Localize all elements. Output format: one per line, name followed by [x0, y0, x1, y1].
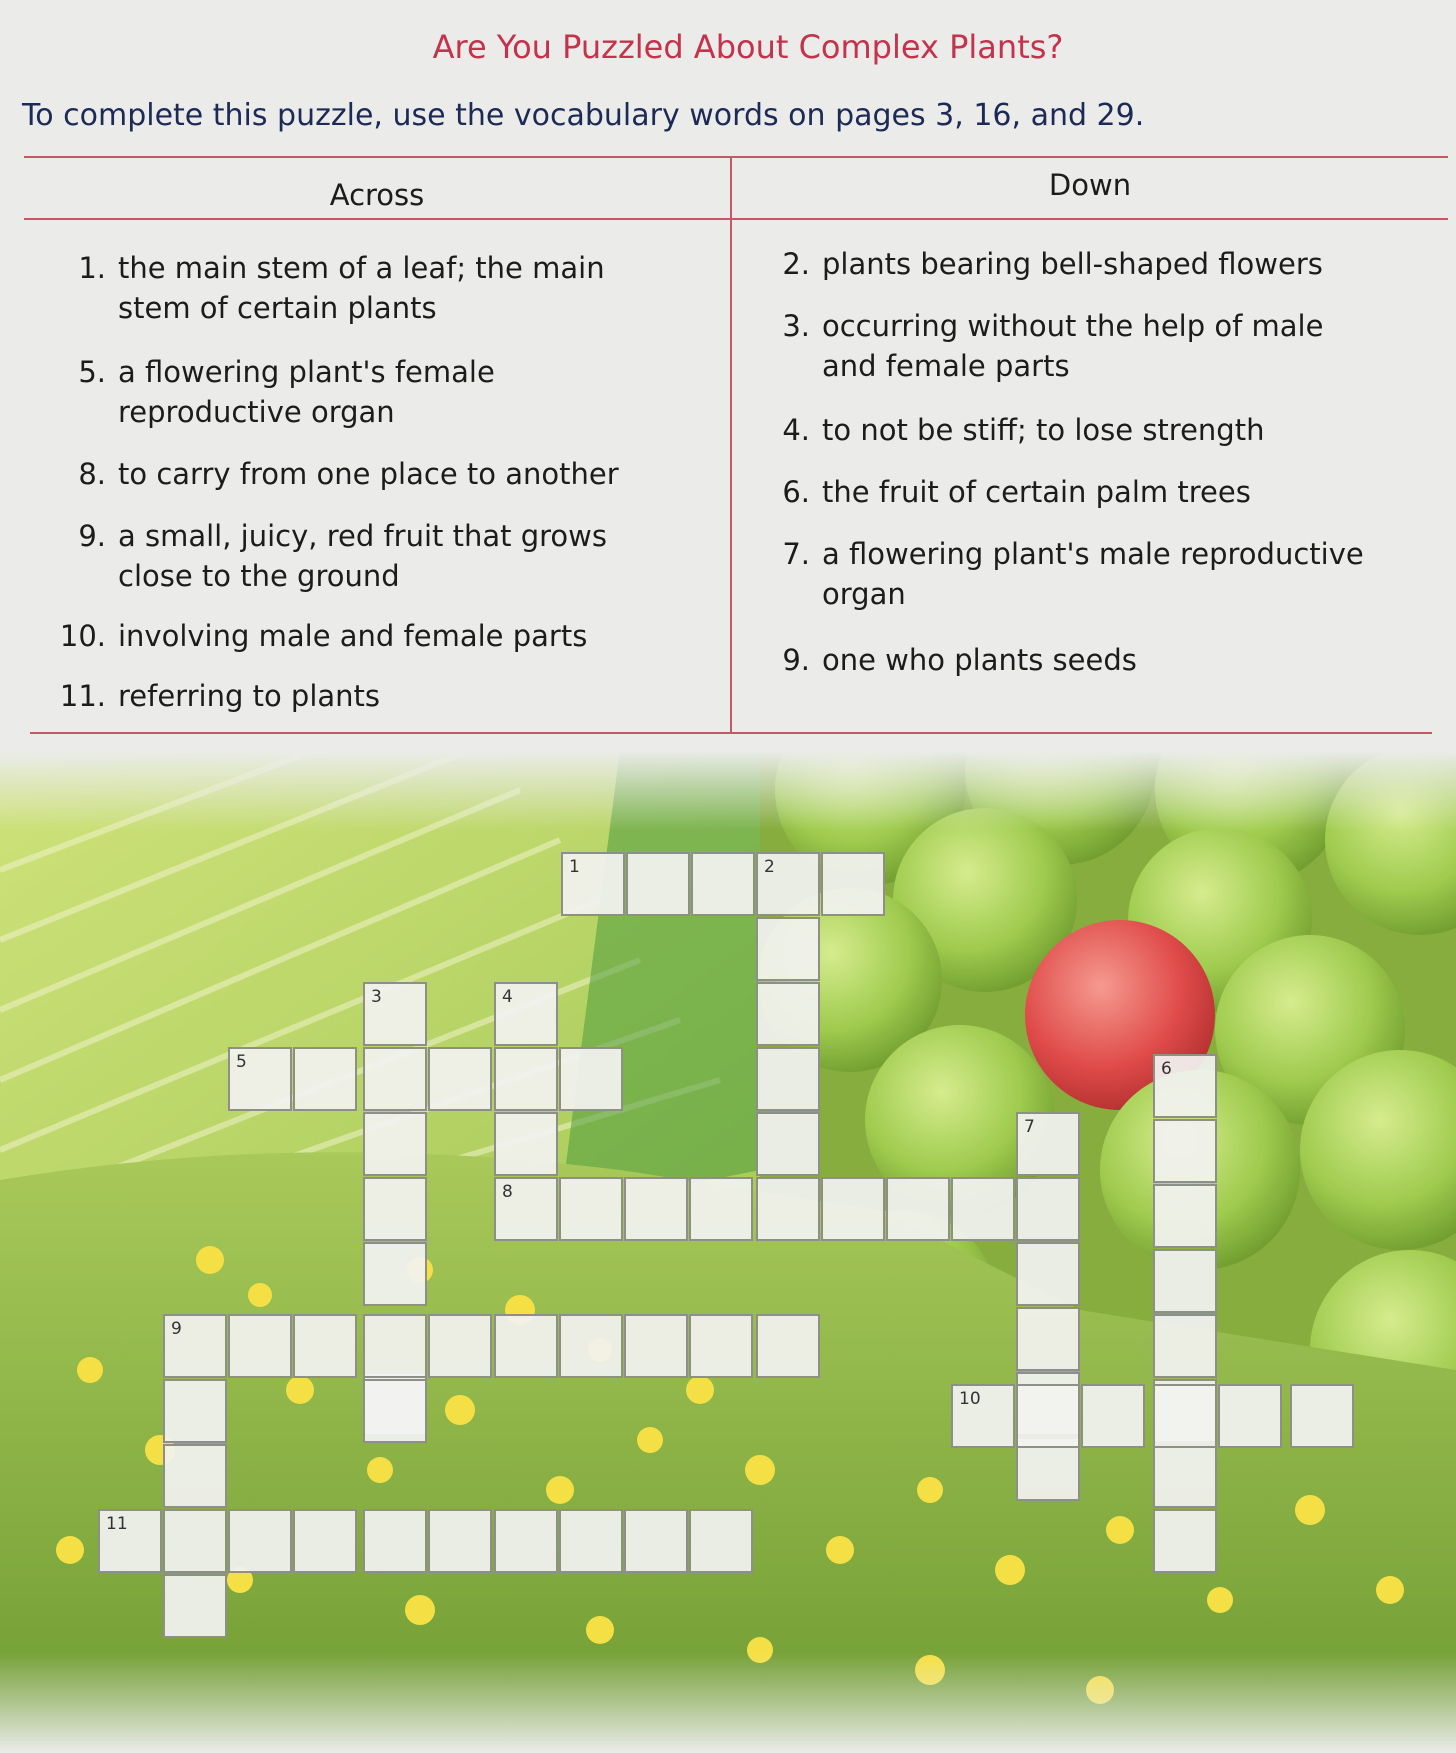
clue-text: a small, juicy, red fruit that grows close to the ground [118, 519, 607, 593]
grid-cell[interactable] [1153, 1119, 1217, 1183]
grid-cell[interactable] [428, 1314, 492, 1378]
clue-text: involving male and female parts [118, 619, 588, 653]
grid-cell[interactable] [363, 1242, 427, 1306]
grid-cell[interactable] [1153, 1384, 1217, 1448]
grid-cell[interactable] [756, 917, 820, 981]
grid-cell[interactable] [626, 852, 690, 916]
grid-cell[interactable] [363, 982, 427, 1046]
grid-cell[interactable] [1218, 1384, 1282, 1448]
clue-text: the main stem of a leaf; the main stem of certain plants [118, 251, 605, 325]
grid-cell[interactable] [363, 1047, 427, 1111]
across-clue-11 [59, 676, 698, 716]
grid-cell[interactable] [559, 1509, 623, 1573]
clue-text: a flowering plant's female reproductive organ [118, 355, 495, 429]
grid-cell[interactable] [163, 1574, 227, 1638]
grid-cell[interactable] [1016, 1112, 1080, 1176]
grid-cell[interactable] [821, 1177, 885, 1241]
grid-cell[interactable] [228, 1047, 292, 1111]
grid-cell[interactable] [689, 1314, 753, 1378]
clue-number-label: 9 [171, 1319, 182, 1339]
clue-text: referring to plants [118, 679, 381, 713]
across-clue-10 [59, 616, 698, 656]
grid-cell[interactable] [1153, 1054, 1217, 1118]
clue-text: one who plants seeds [822, 643, 1137, 677]
grid-cell[interactable] [363, 1509, 427, 1573]
grid-cell[interactable] [98, 1509, 162, 1573]
clue-number-label: 11 [106, 1514, 128, 1534]
clue-number-label: 5 [236, 1052, 247, 1072]
down-clue-2 [782, 244, 1422, 284]
down-clue-7 [782, 534, 1382, 614]
clue-number-label: 1 [569, 857, 580, 877]
grid-cell[interactable] [689, 1509, 753, 1573]
grid-cell[interactable] [951, 1177, 1015, 1241]
grid-cell[interactable] [494, 1112, 558, 1176]
clue-number: 1. [78, 251, 106, 285]
clue-number: 6. [782, 475, 810, 509]
clue-number-label: 8 [502, 1182, 513, 1202]
clue-number: 9. [782, 643, 810, 677]
clue-number: 10. [59, 619, 106, 653]
grid-cell[interactable] [559, 1047, 623, 1111]
grid-cell[interactable] [1016, 1384, 1080, 1448]
clue-number-label: 10 [959, 1389, 981, 1409]
grid-cell[interactable] [559, 1314, 623, 1378]
grid-cell[interactable] [228, 1509, 292, 1573]
grid-cell[interactable] [428, 1047, 492, 1111]
grid-cell[interactable] [163, 1314, 227, 1378]
grid-cell[interactable] [428, 1509, 492, 1573]
grid-cell[interactable] [1153, 1249, 1217, 1313]
grid-cell[interactable] [756, 852, 820, 916]
across-clue-1 [78, 248, 678, 328]
down-clue-3 [782, 306, 1342, 386]
grid-cell[interactable] [886, 1177, 950, 1241]
clue-number: 3. [782, 309, 810, 343]
grid-cell[interactable] [689, 1177, 753, 1241]
grid-cell[interactable] [228, 1314, 292, 1378]
clue-number-label: 2 [764, 857, 775, 877]
across-clue-8 [78, 454, 698, 494]
grid-cell[interactable] [363, 1314, 427, 1378]
clue-number: 11. [59, 679, 106, 713]
grid-cell[interactable] [293, 1509, 357, 1573]
grid-cell[interactable] [756, 1047, 820, 1111]
clue-text: to carry from one place to another [118, 457, 619, 491]
grid-cell[interactable] [1153, 1184, 1217, 1248]
down-heading: Down [1048, 168, 1132, 202]
grid-cell[interactable] [756, 982, 820, 1046]
clue-number-label: 6 [1161, 1059, 1172, 1079]
grid-cell[interactable] [363, 1112, 427, 1176]
grid-cell[interactable] [624, 1509, 688, 1573]
grid-cell[interactable] [756, 1112, 820, 1176]
grid-cell[interactable] [1016, 1242, 1080, 1306]
grid-cell[interactable] [363, 1379, 427, 1443]
grid-cell[interactable] [494, 982, 558, 1046]
clue-text: to not be stiff; to lose strength [822, 413, 1265, 447]
clue-number-label: 4 [502, 987, 513, 1007]
clue-number: 9. [78, 519, 106, 553]
across-clue-9 [78, 516, 688, 596]
clue-text: the fruit of certain palm trees [822, 475, 1251, 509]
grid-cell[interactable] [1016, 1177, 1080, 1241]
clue-number: 4. [782, 413, 810, 447]
instructions: To complete this puzzle, use the vocabulary words on pages 3, 16, and 29. [22, 98, 1145, 133]
column-divider [730, 156, 732, 734]
grid-cell[interactable] [951, 1384, 1015, 1448]
grid-cell[interactable] [363, 1177, 427, 1241]
grid-cell[interactable] [293, 1047, 357, 1111]
grid-cell[interactable] [1153, 1444, 1217, 1508]
grid-cell[interactable] [624, 1177, 688, 1241]
grid-cell[interactable] [821, 852, 885, 916]
grid-cell[interactable] [163, 1444, 227, 1508]
grid-cell[interactable] [756, 1314, 820, 1378]
clue-text: plants bearing bell-shaped flowers [822, 247, 1323, 281]
clue-number-label: 7 [1024, 1117, 1035, 1137]
down-clue-4 [782, 410, 1422, 450]
grid-cell[interactable] [1016, 1307, 1080, 1371]
across-heading: Across [329, 178, 425, 212]
grid-cell[interactable] [559, 1177, 623, 1241]
clue-number: 2. [782, 247, 810, 281]
grid-cell[interactable] [1081, 1384, 1145, 1448]
table-header-rule [24, 218, 1448, 220]
grid-cell[interactable] [163, 1379, 227, 1443]
grid-cell[interactable] [1290, 1384, 1354, 1448]
grid-cell[interactable] [1153, 1314, 1217, 1378]
grid-cell[interactable] [494, 1047, 558, 1111]
grid-cell[interactable] [561, 852, 625, 916]
grid-cell[interactable] [756, 1177, 820, 1241]
clue-number: 5. [78, 355, 106, 389]
grid-cell[interactable] [494, 1314, 558, 1378]
clue-text: a flowering plant's male reproductive organ [822, 537, 1364, 611]
grid-cell[interactable] [163, 1509, 227, 1573]
table-top-rule [24, 156, 1448, 158]
grid-cell[interactable] [624, 1314, 688, 1378]
grid-cell[interactable] [293, 1314, 357, 1378]
page-title: Are You Puzzled About Complex Plants? [432, 28, 1064, 66]
grid-cell[interactable] [494, 1509, 558, 1573]
clue-number: 7. [782, 537, 810, 571]
grid-cell[interactable] [1153, 1509, 1217, 1573]
down-clue-6 [782, 472, 1422, 512]
across-clue-5 [78, 352, 678, 432]
down-clue-9 [782, 640, 1422, 680]
grid-cell[interactable] [494, 1177, 558, 1241]
clue-number: 8. [78, 457, 106, 491]
clue-number-label: 3 [371, 987, 382, 1007]
clue-text: occurring without the help of male and female parts [822, 309, 1324, 383]
grid-cell[interactable] [691, 852, 755, 916]
